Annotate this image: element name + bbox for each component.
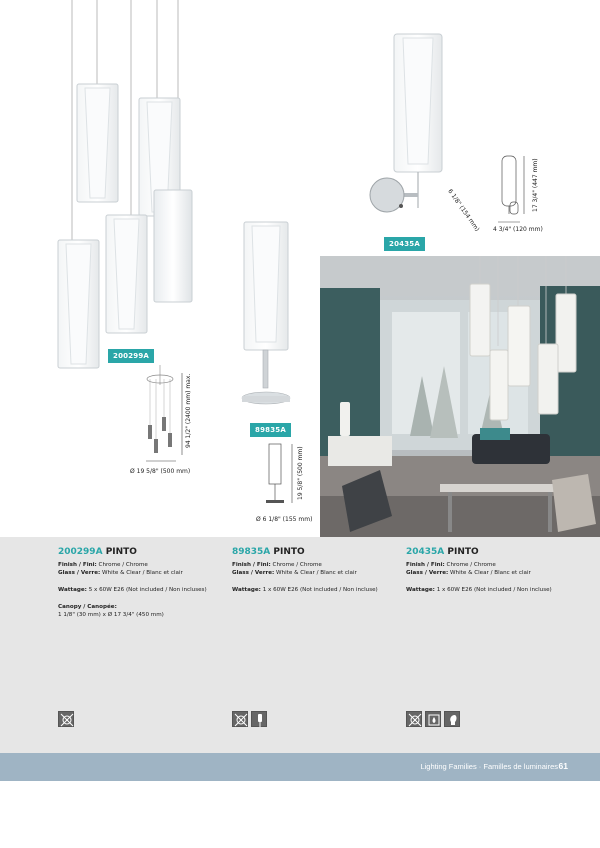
feature-icons-wall — [406, 711, 460, 727]
wall-height-label: 17 3/4" (447 mm) — [532, 158, 539, 212]
pendant-cluster-image — [50, 0, 200, 372]
wattage-value: 1 x 60W E26 (Not included / Non incluse) — [436, 587, 552, 593]
glass-label: Glass / Verre: — [406, 570, 449, 576]
tag-pendant: 200299A — [108, 349, 154, 363]
room-photo — [320, 256, 600, 537]
wattage-label: Wattage: — [232, 587, 261, 593]
table-lamp-image — [232, 218, 302, 410]
product-title — [406, 547, 586, 557]
page-number: 61 — [558, 761, 568, 771]
product-column-pendant — [58, 547, 238, 619]
glass-value: White & Clear / Blanc et clair — [450, 570, 531, 576]
finish-label: Finish / Fini: — [406, 562, 445, 568]
finish-label: Finish / Fini: — [58, 562, 97, 568]
wall-lamp-image — [365, 30, 455, 240]
product-column-wall — [406, 547, 586, 594]
table-dimension-drawing — [262, 442, 302, 512]
product-name: PINTO — [105, 547, 137, 557]
finish-value: Chrome / Chrome — [446, 562, 496, 568]
wall-dimension-drawing — [490, 150, 535, 230]
glass-label: Glass / Verre: — [58, 570, 101, 576]
wall-depth-label: 6 1/8" (154 mm) — [446, 188, 481, 233]
table-height-label: 19 5/8" (500 mm) — [297, 446, 304, 500]
product-name: PINTO — [273, 547, 305, 557]
footer-band — [0, 753, 600, 781]
wattage-label: Wattage: — [58, 587, 87, 593]
product-column-table — [232, 547, 412, 594]
tag-wall: 20435A — [384, 237, 425, 251]
product-name: PINTO — [447, 547, 479, 557]
no-dimmer-icon — [232, 711, 248, 727]
bulb-icon — [444, 711, 460, 727]
glass-value: White & Clear / Blanc et clair — [102, 570, 183, 576]
glass-label: Glass / Verre: — [232, 570, 275, 576]
product-title — [232, 547, 412, 557]
feature-icons-pendant — [58, 711, 74, 727]
table-diameter-label: Ø 6 1/8" (155 mm) — [256, 516, 313, 523]
glass-value: White & Clear / Blanc et clair — [276, 570, 357, 576]
pendant-diameter-label: Ø 19 5/8" (500 mm) — [130, 468, 191, 475]
product-code: 20435A — [406, 547, 445, 557]
canopy-label: Canopy / Canopée: — [58, 604, 117, 610]
finish-label: Finish / Fini: — [232, 562, 271, 568]
pendant-height-label: 94 1/2" (2400 mm) max. — [185, 373, 192, 448]
wattage-value: 1 x 60W E26 (Not included / Non incluse) — [262, 587, 378, 593]
no-dimmer-icon — [58, 711, 74, 727]
product-title — [58, 547, 238, 557]
finish-value: Chrome / Chrome — [272, 562, 322, 568]
product-info-panel — [0, 537, 600, 753]
wattage-label: Wattage: — [406, 587, 435, 593]
no-dimmer-icon — [406, 711, 422, 727]
wall-width-label: 4 3/4" (120 mm) — [493, 226, 543, 233]
product-code: 200299A — [58, 547, 103, 557]
wattage-value: 5 x 60W E26 (Not included / Non incluses) — [88, 587, 207, 593]
finish-value: Chrome / Chrome — [98, 562, 148, 568]
switch-icon — [251, 711, 267, 727]
canopy-value: 1 1/8" (30 mm) x Ø 17 3/4" (450 mm) — [58, 612, 164, 618]
damp-location-icon — [425, 711, 441, 727]
footer-section-title: Lighting Families · Familles de luminaires — [420, 762, 558, 771]
product-code: 89835A — [232, 547, 271, 557]
tag-table: 89835A — [250, 423, 291, 437]
feature-icons-table — [232, 711, 267, 727]
